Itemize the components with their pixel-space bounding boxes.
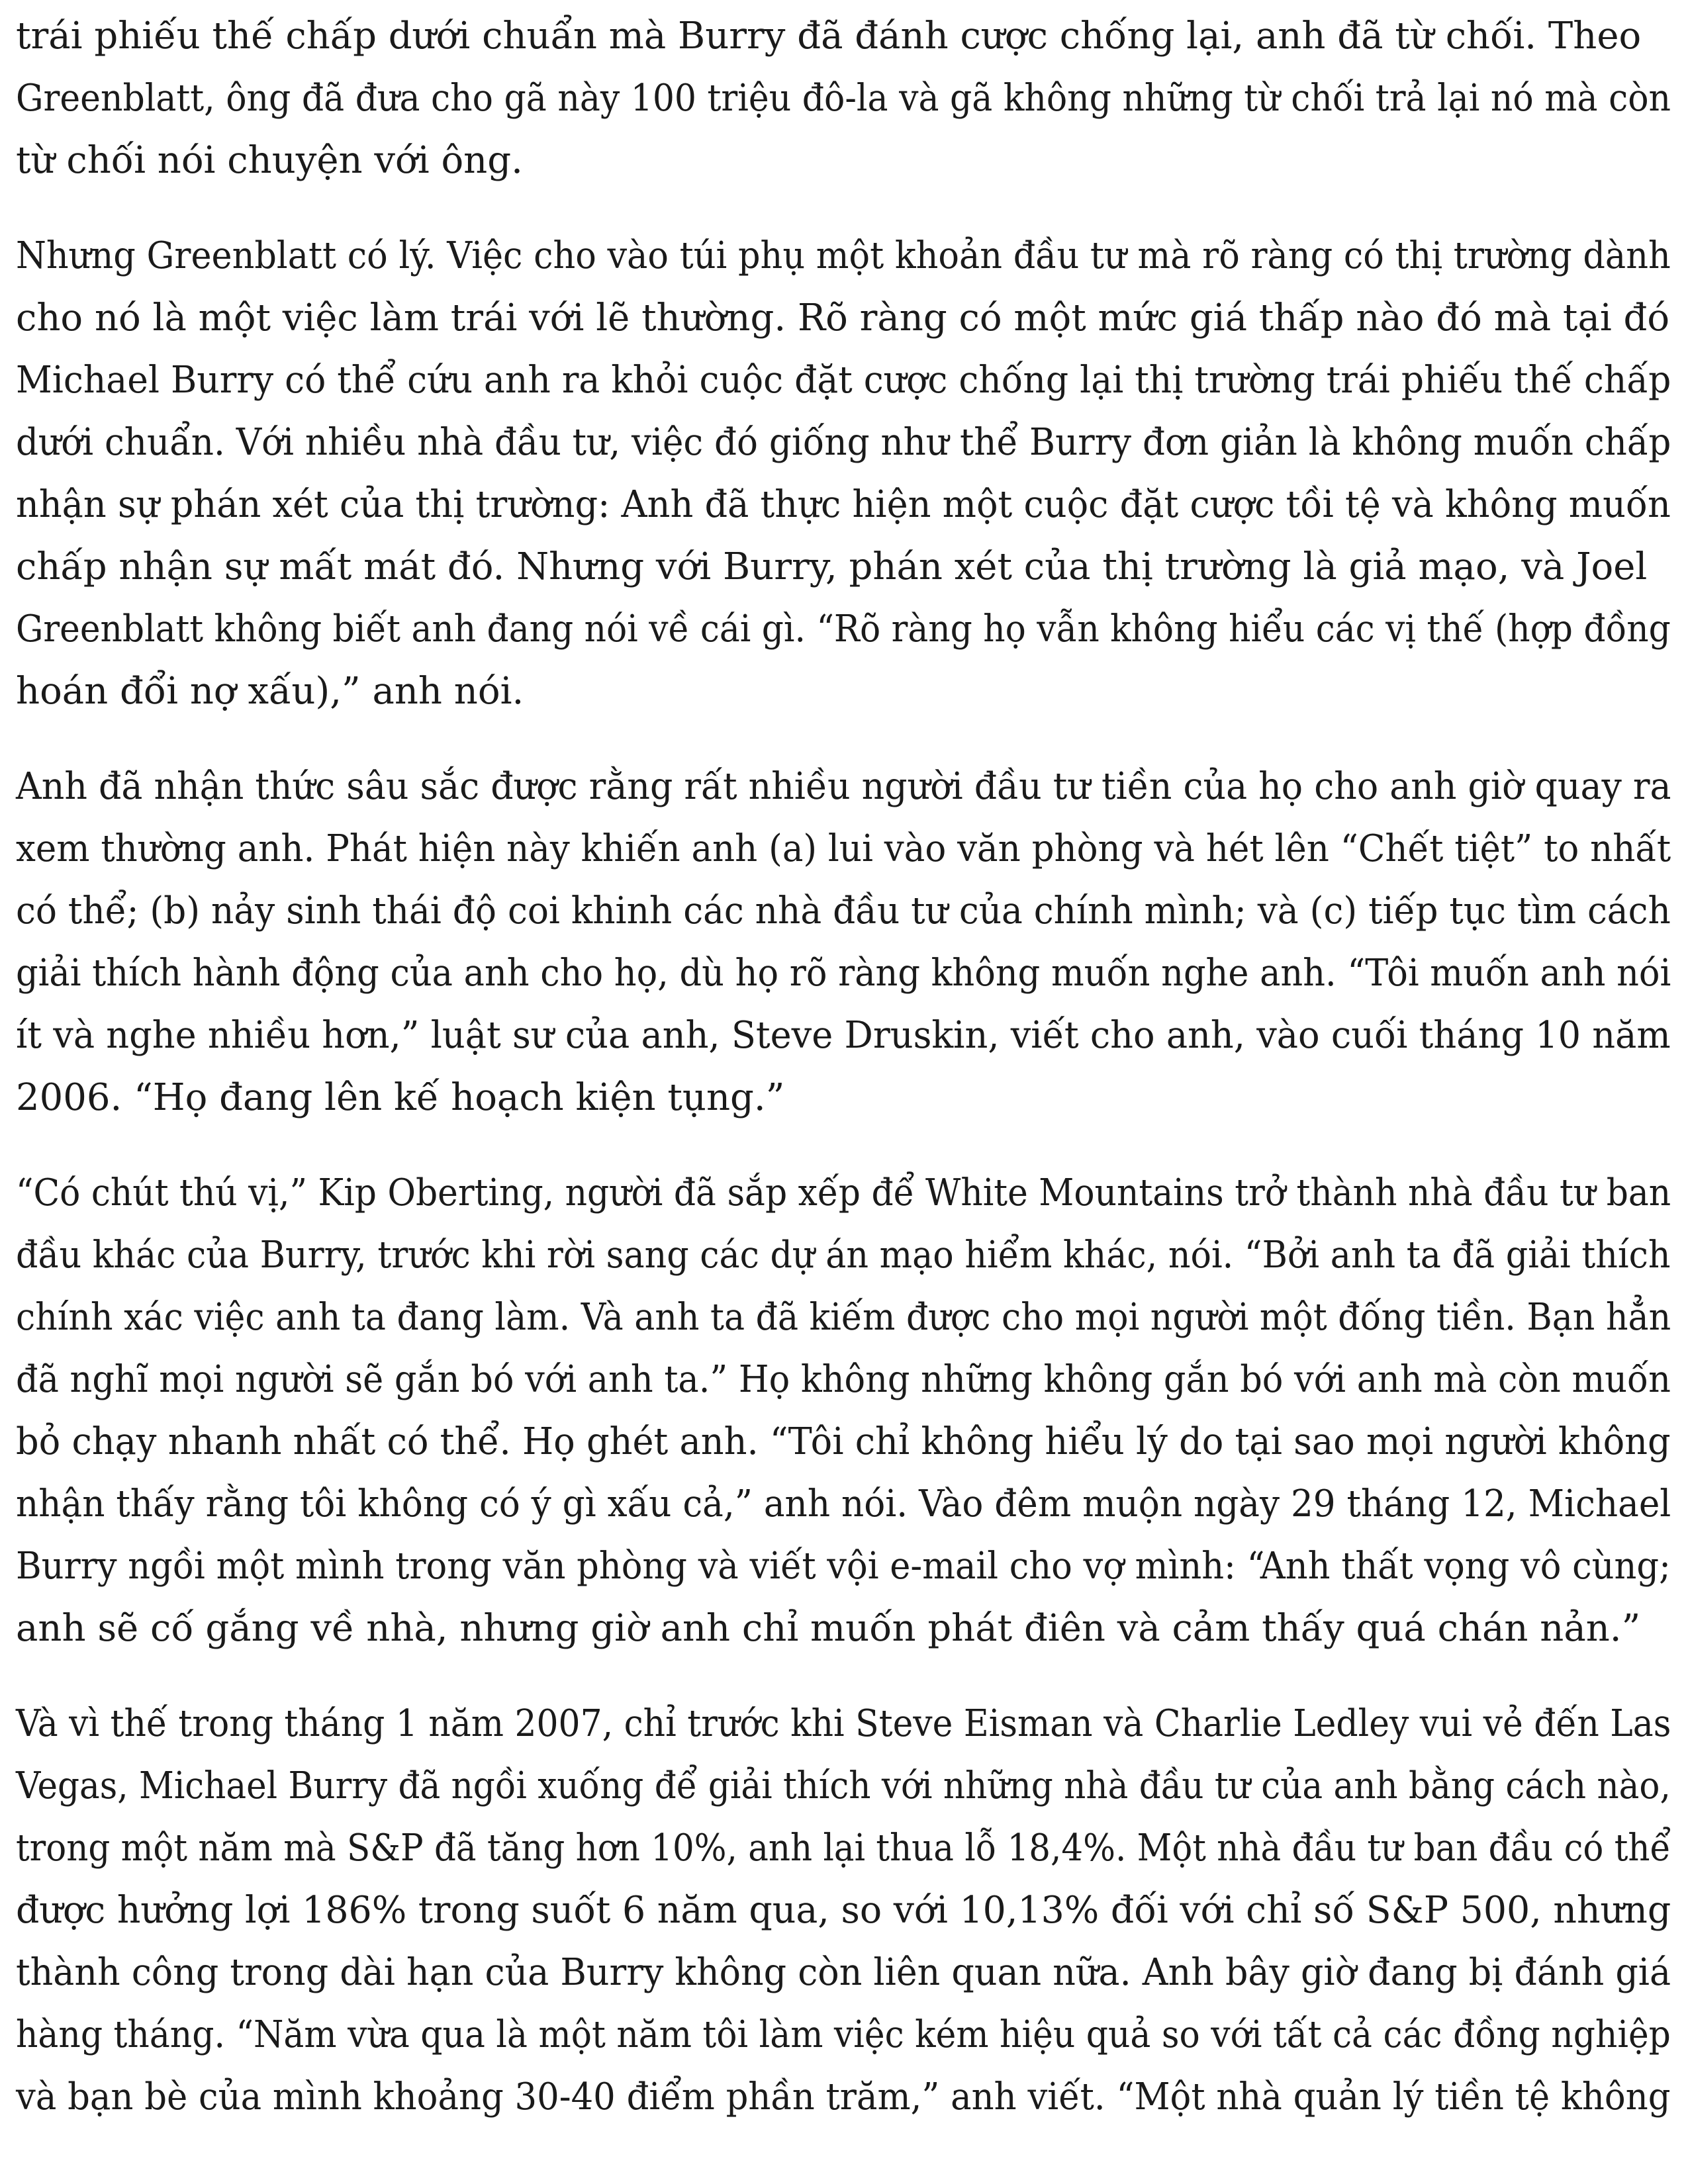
text-line: được hưởng lợi 186% trong suốt 6 năm qua, so với 10,13% đối với chỉ số S&P 500, nhưng [16,1889,1671,1932]
text-line: ít và nghe nhiều hơn,” luật sư của anh, Steve Druskin, viết cho anh, vào cuối tháng 10 năm [16,1014,1671,1057]
text-line: có thể; (b) nảy sinh thái độ coi khinh các nhà đầu tư của chính mình; và (c) tiếp tục tìm cách [16,889,1671,933]
text-line: chính xác việc anh ta đang làm. Và anh ta đã kiếm được cho mọi người một đống tiền. Bạn hẳn [16,1296,1671,1339]
text-line: Greenblatt không biết anh đang nói về cái gì. “Rõ ràng họ vẫn không hiểu các vị thế (hợp đồng [16,608,1671,651]
text-line: Burry ngồi một mình trong văn phòng và viết vội e-mail cho vợ mình: “Anh thất vọng vô cùng; [16,1545,1671,1588]
paragraph [16,1693,1671,2128]
text-line: trái phiếu thế chấp dưới chuẩn mà Burry đã đánh cược chống lại, anh đã từ chối. Theo [16,15,1642,58]
text-line: đã nghĩ mọi người sẽ gắn bó với anh ta.” Họ không những không gắn bó với anh mà còn muốn [16,1358,1671,1401]
text-line: thành công trong dài hạn của Burry không còn liên quan nữa. Anh bây giờ đang bị đánh giá [16,1951,1671,1994]
text-line: anh sẽ cố gắng về nhà, nhưng giờ anh chỉ muốn phát điên và cảm thấy quá chán nản.” [16,1607,1641,1650]
text-line: dưới chuẩn. Với nhiều nhà đầu tư, việc đó giống như thể Burry đơn giản là không muốn chấp [16,421,1671,464]
text-line: Greenblatt, ông đã đưa cho gã này 100 triệu đô-la và gã không những từ chối trả lại nó mà còn [16,77,1671,120]
text-line: hàng tháng. “Năm vừa qua là một năm tôi làm việc kém hiệu quả so với tất cả các đồng nghiệp [16,2013,1671,2056]
text-line: Anh đã nhận thức sâu sắc được rằng rất nhiều người đầu tư tiền của họ cho anh giờ quay ra [16,765,1671,808]
text-line: “Có chút thú vị,” Kip Oberting, người đã sắp xếp để White Mountains trở thành nhà đầu tư ban [16,1171,1671,1214]
text-line: 2006. “Họ đang lên kế hoạch kiện tụng.” [16,1076,785,1119]
text-line: đầu khác của Burry, trước khi rời sang các dự án mạo hiểm khác, nói. “Bởi anh ta đã giải thích [16,1234,1671,1277]
text-line: Vegas, Michael Burry đã ngồi xuống để giải thích với những nhà đầu tư của anh bằng cách nào, [16,1764,1671,1807]
text-line: trong một năm mà S&P đã tăng hơn 10%, anh lại thua lỗ 18,4%. Một nhà đầu tư ban đầu có thể [16,1827,1671,1870]
paragraph [16,5,1671,192]
body-text [16,5,1671,2128]
text-line: Và vì thế trong tháng 1 năm 2007, chỉ trước khi Steve Eisman và Charlie Ledley vui vẻ đến Las [16,1702,1671,1745]
text-line: từ chối nói chuyện với ông. [16,139,523,182]
text-line: cho nó là một việc làm trái với lẽ thường. Rõ ràng có một mức giá thấp nào đó mà tại đó [16,296,1670,340]
paragraph [16,756,1671,1129]
text-line: xem thường anh. Phát hiện này khiến anh (a) lui vào văn phòng và hét lên “Chết tiệt” to nhất [16,827,1671,870]
text-line: nhận sự phán xét của thị trường: Anh đã thực hiện một cuộc đặt cược tồi tệ và không muốn [16,483,1671,526]
text-line: Michael Burry có thể cứu anh ra khỏi cuộc đặt cược chống lại thị trường trái phiếu thế chấp [16,359,1671,402]
text-line: bỏ chạy nhanh nhất có thể. Họ ghét anh. “Tôi chỉ không hiểu lý do tại sao mọi người không [16,1420,1671,1463]
text-line: nhận thấy rằng tôi không có ý gì xấu cả,” anh nói. Vào đêm muộn ngày 29 tháng 12, Michael [16,1482,1671,1525]
text-line: chấp nhận sự mất mát đó. Nhưng với Burry, phán xét của thị trường là giả mạo, và Joel [16,545,1648,588]
paragraph [16,225,1671,723]
text-line: giải thích hành động của anh cho họ, dù họ rõ ràng không muốn nghe anh. “Tôi muốn anh nói [16,952,1671,995]
text-line: và bạn bè của mình khoảng 30-40 điểm phần trăm,” anh viết. “Một nhà quản lý tiền tệ không [16,2075,1671,2118]
text-line: hoán đổi nợ xấu),” anh nói. [16,670,524,713]
text-line: Nhưng Greenblatt có lý. Việc cho vào túi phụ một khoản đầu tư mà rõ ràng có thị trường dành [16,234,1671,277]
paragraph [16,1162,1671,1660]
